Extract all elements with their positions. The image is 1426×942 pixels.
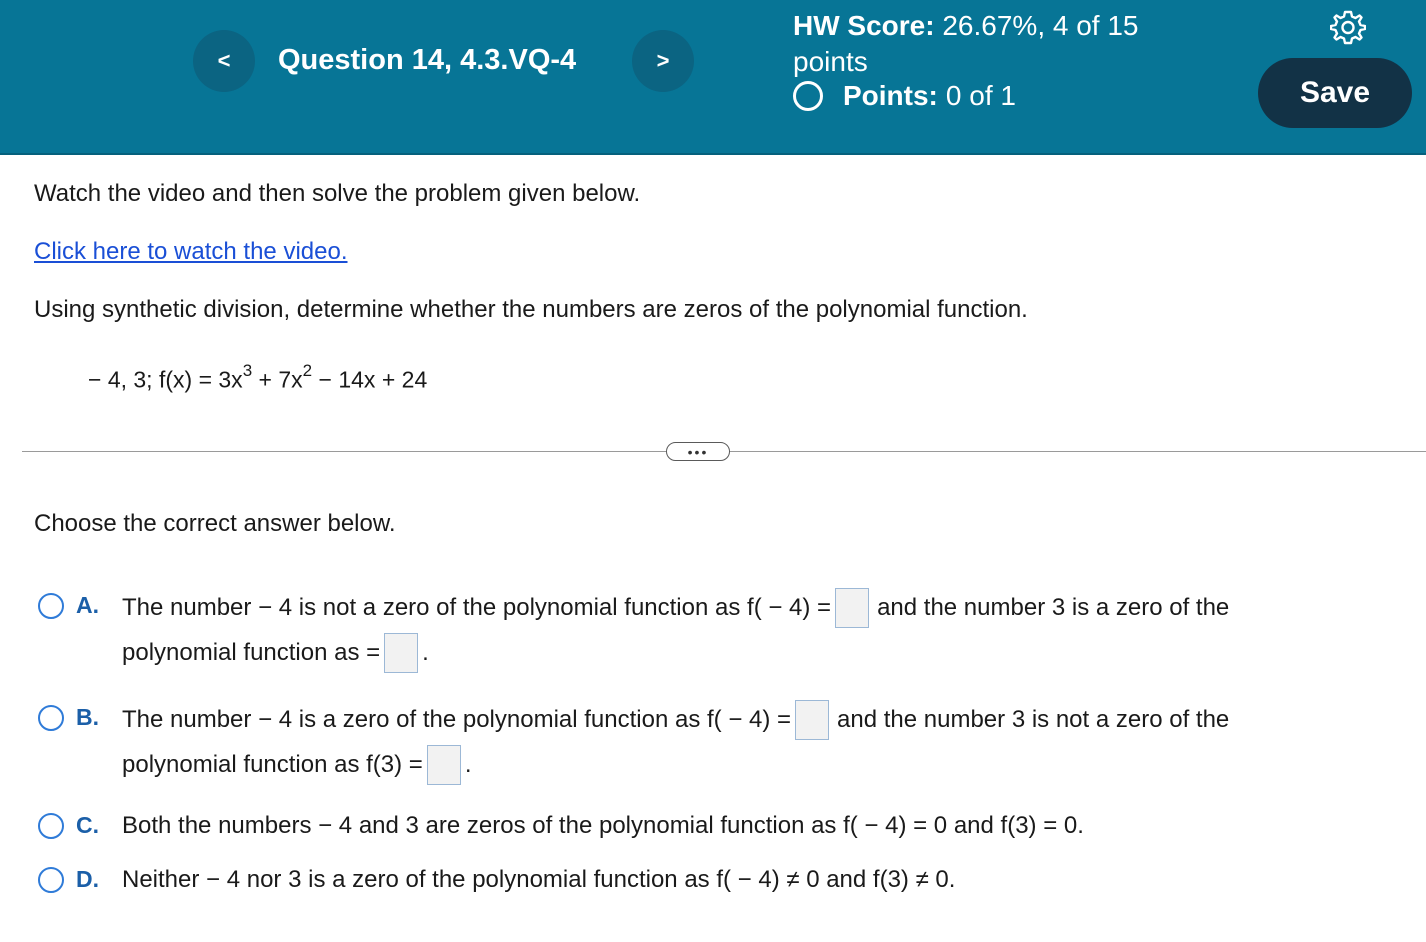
option-b-text-3: polynomial function as f(3) = — [122, 751, 423, 778]
option-b-letter: B. — [76, 704, 99, 730]
option-b-line-1 — [122, 700, 1229, 740]
option-b-answer-box-2[interactable] — [427, 745, 461, 785]
option-b-text-1: The number − 4 is a zero of the polynomial function as f( − 4) = — [122, 706, 792, 733]
option-c-text: Both the numbers − 4 and 3 are zeros of the polynomial function as f( − 4) = 0 and f(3) = 0. — [122, 812, 1084, 839]
equation-part-3: − 14x + 24 — [312, 366, 428, 393]
choose-prompt: Choose the correct answer below. — [34, 510, 396, 537]
option-a-line-2 — [122, 633, 429, 673]
option-d-letter: D. — [76, 866, 99, 892]
option-a-text-1: The number − 4 is not a zero of the polynomial function as f( − 4) = — [122, 594, 832, 621]
option-a-text-3: polynomial function as = — [122, 639, 381, 666]
option-a-answer-box-1[interactable] — [835, 588, 869, 628]
equation-part-1: − 4, 3; f(x) = 3x — [88, 366, 243, 393]
option-b-text-2: and the number 3 is not a zero of the — [837, 706, 1230, 733]
equation-part-2: + 7x — [252, 366, 303, 393]
instruction-text: Watch the video and then solve the problem given below. — [34, 180, 641, 207]
hw-score-value: 26.67%, 4 of 15 points — [793, 10, 1139, 77]
watch-video-link[interactable]: Click here to watch the video. — [34, 238, 348, 265]
equation-exponent-2: 2 — [302, 361, 313, 380]
points-status-icon — [793, 81, 823, 111]
option-a-radio[interactable] — [38, 593, 64, 619]
option-c-letter: C. — [76, 812, 99, 838]
expand-more-button[interactable]: ••• — [666, 442, 730, 461]
points-label: Points: — [843, 80, 938, 111]
points-value: 0 of 1 — [945, 80, 1016, 111]
option-d-text: Neither − 4 nor 3 is a zero of the polynomial function as f( − 4) ≠ 0 and f(3) ≠ 0. — [122, 866, 956, 893]
header-bar — [0, 0, 1426, 155]
previous-question-button[interactable]: < — [193, 30, 255, 92]
polynomial-equation — [88, 361, 428, 394]
equation-exponent-1: 3 — [242, 361, 253, 380]
gear-icon[interactable] — [1330, 9, 1366, 45]
points-status — [793, 80, 1016, 112]
option-b-answer-box-1[interactable] — [795, 700, 829, 740]
question-title: Question 14, 4.3.VQ-4 — [278, 44, 577, 76]
option-a-text-2: and the number 3 is a zero of the — [877, 594, 1230, 621]
next-question-button[interactable]: > — [632, 30, 694, 92]
problem-statement: Using synthetic division, determine whether the numbers are zeros of the polynomial function. — [34, 296, 1028, 323]
option-a-letter: A. — [76, 592, 99, 618]
option-d-radio[interactable] — [38, 867, 64, 893]
save-button[interactable]: Save — [1258, 58, 1412, 128]
option-b-text-4: . — [464, 751, 472, 778]
hw-score — [793, 8, 1173, 80]
option-a-line-1 — [122, 588, 1229, 628]
option-b-radio[interactable] — [38, 705, 64, 731]
option-b-line-2 — [122, 745, 472, 785]
hw-score-label: HW Score: — [793, 10, 935, 41]
option-a-text-4: . — [422, 639, 429, 666]
option-c-radio[interactable] — [38, 813, 64, 839]
option-a-answer-box-2[interactable] — [384, 633, 418, 673]
